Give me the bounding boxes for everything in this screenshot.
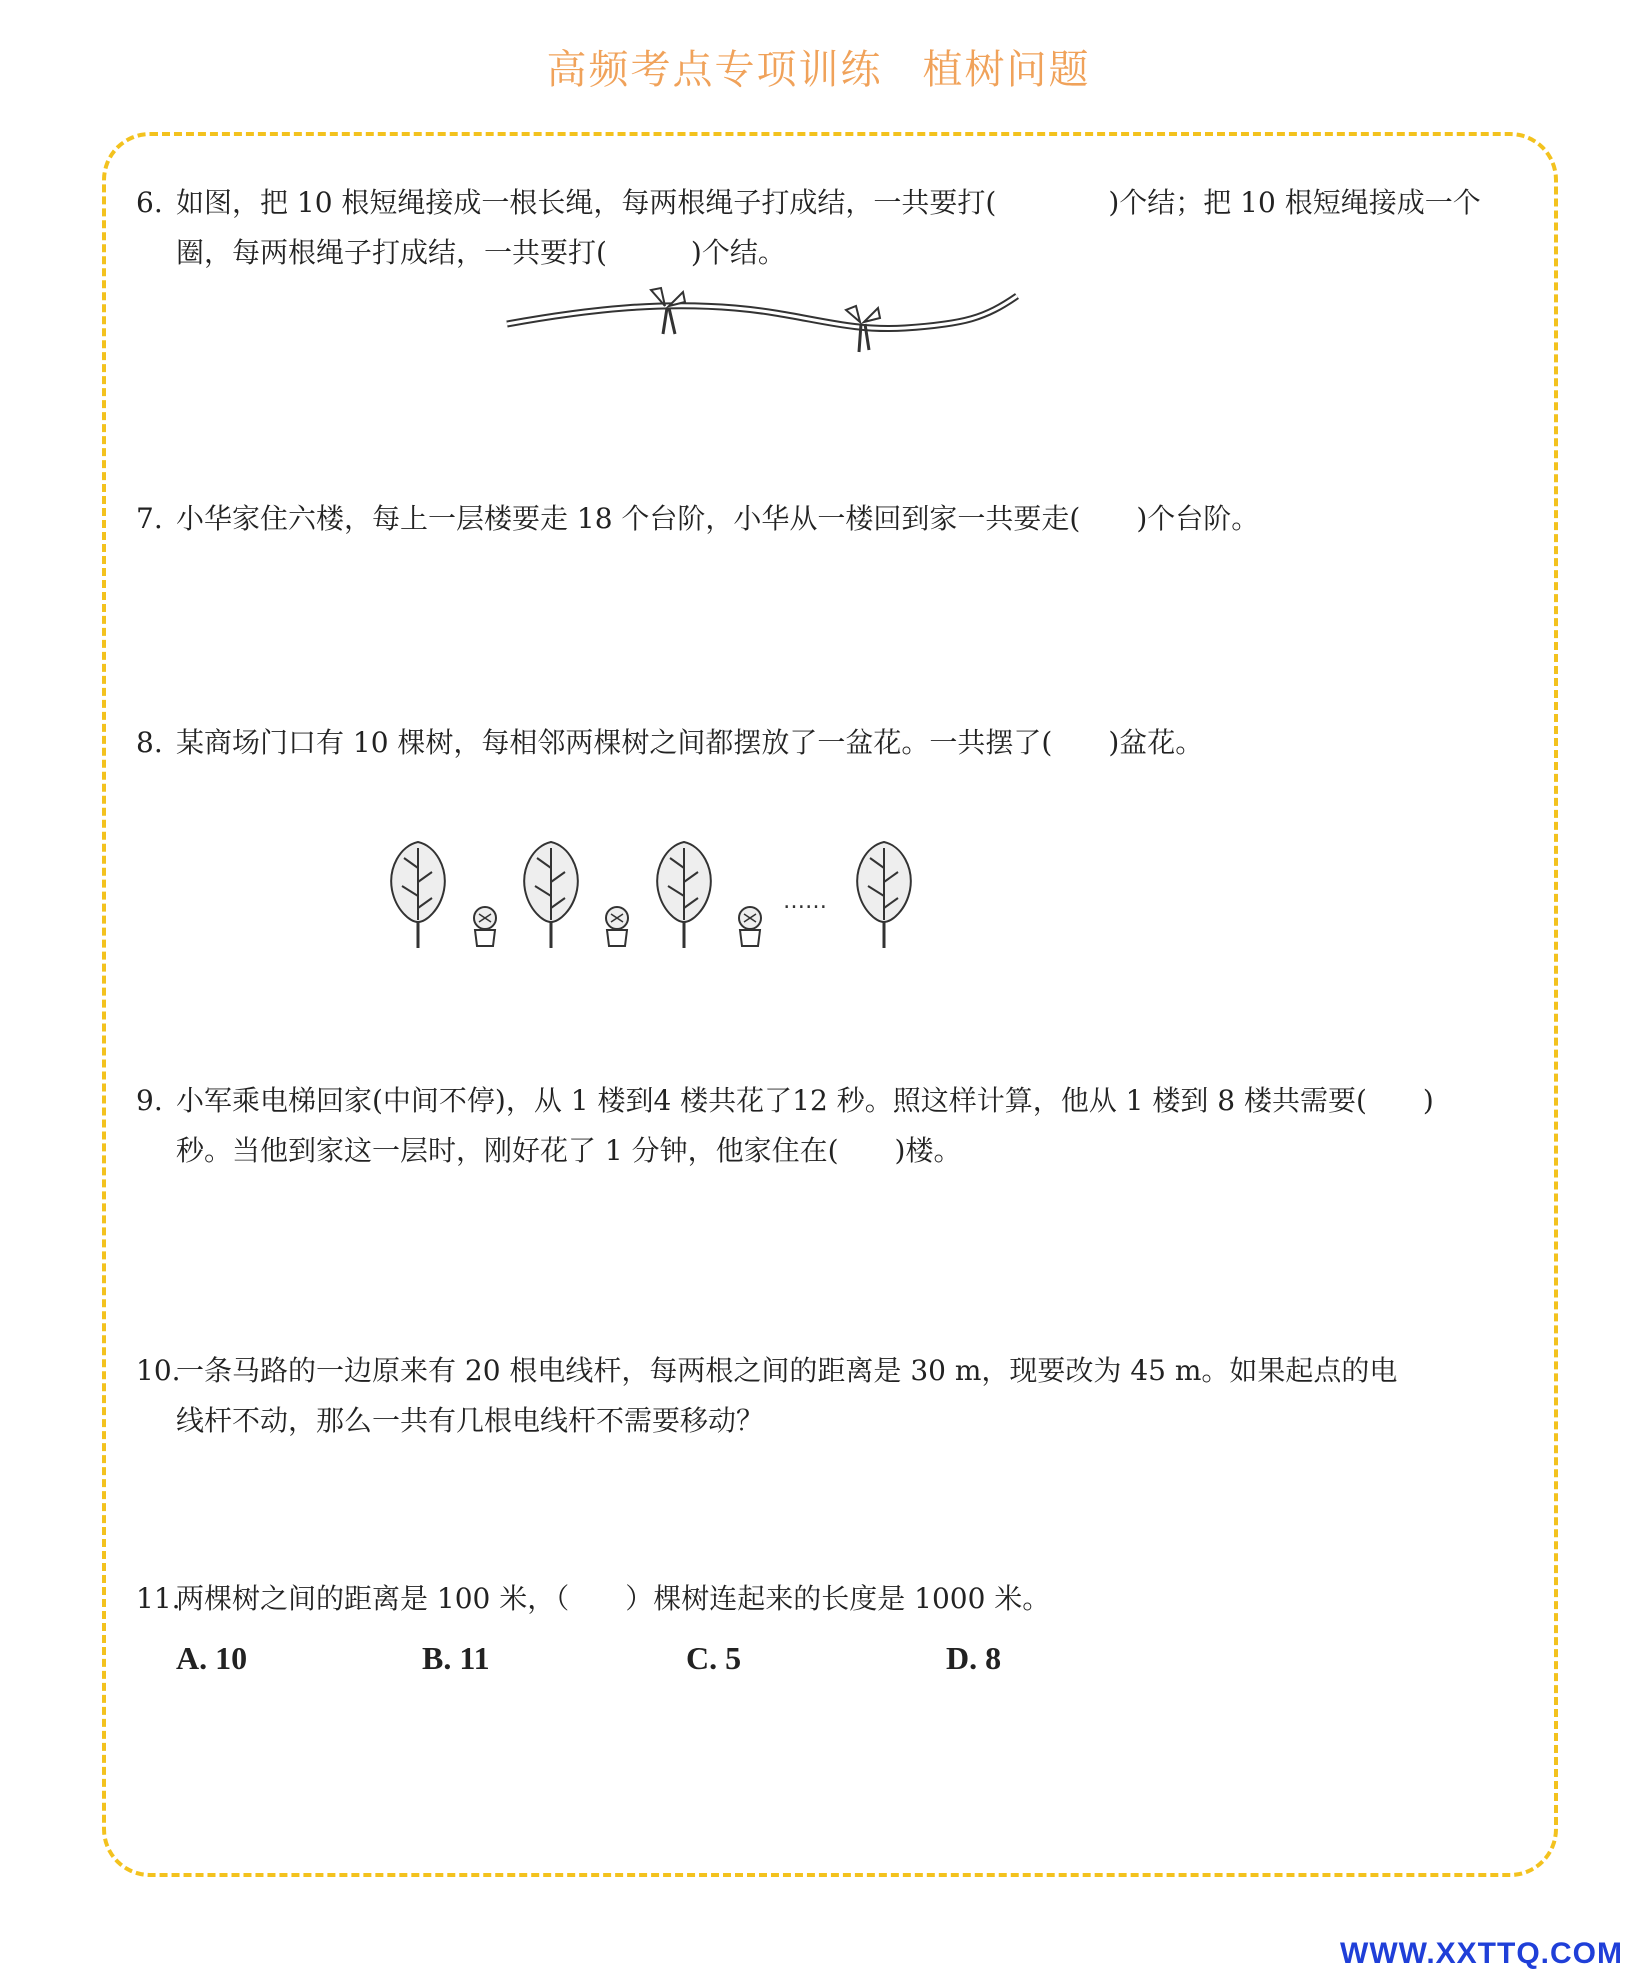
question-text-cont: 秒。当他到家这一层时，刚好花了 1 分钟，他家住在( )楼。: [176, 1134, 962, 1167]
tree-icon: [391, 842, 445, 948]
option-c[interactable]: C. 5: [686, 1640, 742, 1676]
header-title-left: 高频考点专项训练: [546, 47, 883, 93]
option-d[interactable]: D. 8: [946, 1640, 1002, 1676]
question-text-cont: 圈，每两根绳子打成结，一共要打( )个结。: [176, 236, 786, 269]
question-10: [136, 1346, 1516, 1446]
option-b[interactable]: B. 11: [422, 1640, 490, 1676]
question-text: 某商场门口有 10 棵树，每相邻两棵树之间都摆放了一盆花。一共摆了( )盆花。: [176, 726, 1204, 759]
question-number: 11.: [136, 1582, 181, 1615]
question-text: 小军乘电梯回家(中间不停)，从 1 楼到4 楼共花了12 秒。照这样计算，他从 1 楼到 8 楼共需要( ): [176, 1084, 1434, 1117]
question-11: [136, 1574, 1516, 1624]
tree-icon: [857, 842, 911, 948]
rope-illustration: [505, 288, 1025, 368]
question-text: 小华家住六楼，每上一层楼要走 18 个台阶，小华从一楼回到家一共要走( )个台阶。: [176, 502, 1260, 535]
question-8: [136, 718, 1516, 768]
option-a[interactable]: A. 10: [176, 1640, 248, 1676]
question-number: 8.: [136, 726, 163, 759]
question-text: 两棵树之间的距离是 100 米，（ ）棵树连起来的长度是 1000 米。: [176, 1582, 1051, 1615]
question-text-cont: 线杆不动，那么一共有几根电线杆不需要移动？: [176, 1404, 765, 1437]
tree-icon: [524, 842, 578, 948]
question-number: 7.: [136, 502, 163, 535]
question-6: [136, 178, 1516, 278]
question-number: 9.: [136, 1084, 163, 1117]
question-7: [136, 494, 1516, 544]
watermark: WWW.XXTTQ.COM: [1340, 1937, 1623, 1970]
knot-icon: [651, 288, 685, 334]
flower-pot-icon: [739, 907, 761, 946]
flower-pot-icon: [606, 907, 628, 946]
question-9: [136, 1076, 1516, 1176]
question-text: 一条马路的一边原来有 20 根电线杆，每两根之间的距离是 30 m，现要改为 45 m。如果起点的电: [176, 1354, 1398, 1387]
question-number: 6.: [136, 186, 163, 219]
tree-icon: [657, 842, 711, 948]
page-header: [0, 38, 1637, 95]
flower-pot-icon: [474, 907, 496, 946]
ellipsis-text: ……: [783, 889, 827, 914]
question-text: 如图，把 10 根短绳接成一根长绳，每两根绳子打成结，一共要打( )个结；把 10 根短绳接成一个: [176, 186, 1481, 219]
header-title-right: 植树问题: [922, 47, 1091, 93]
question-number: 10.: [136, 1354, 181, 1387]
trees-and-flowers-illustration: [385, 838, 925, 948]
